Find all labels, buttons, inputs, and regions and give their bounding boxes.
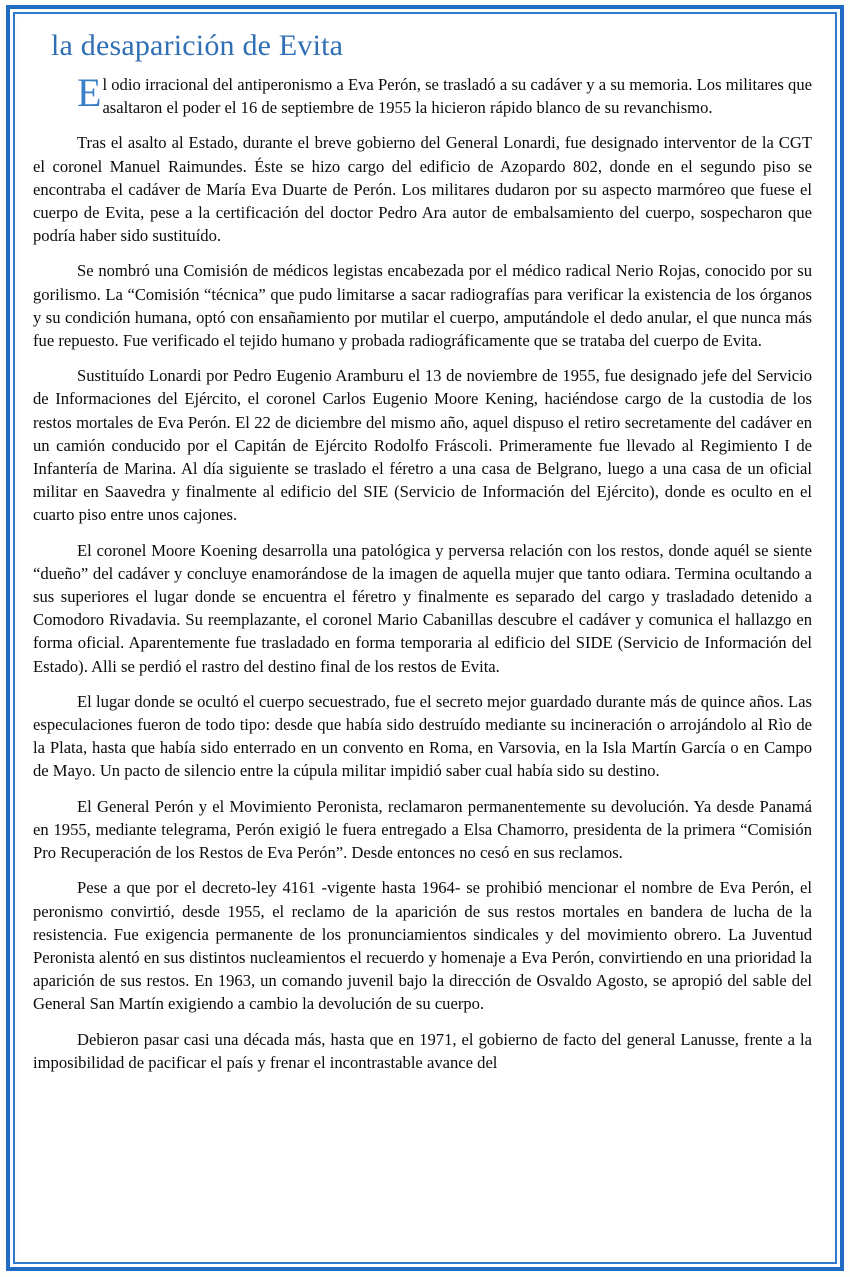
paragraph-4: Sustituído Lonardi por Pedro Eugenio Aramburu el 13 de noviembre de 1955, fue designado jefe del Servicio de Informaciones del Ejército, el coronel Carlos Eugenio Moore Kening, haciéndose cargo de la custodia de los restos mortales de Eva Perón. El 22 de diciembre del mismo año, aquel dispuso el retiro secretamente del cadáver en un camión conducido por el Capitán de Ejército Rodolfo Fráscoli. Primeramente fue llevado al Regimiento I de Infantería de Marina. Al día siguiente se traslado el féretro a una casa de Belgrano, luego a una casa de un oficial militar en Saavedra y finalmente al edificio del SIE (Servicio de Información del Ejército), donde es oculto en el cuarto piso entre unos cajones. — [33, 366, 812, 525]
paragraph-3: Se nombró una Comisión de médicos legistas encabezada por el médico radical Nerio Rojas, conocido por su gorilismo. La “Comisión “técnica” que pudo limitarse a sacar radiografías para verificar la existencia de los órganos y su condición humana, optó con ensañamiento por mutilar el cuerpo, amputándole el dedo anular, el que nunca más fue repuesto. Fue verificado el tejido humano y probada radiográficamente que se trataba del cuerpo de Evita. — [33, 261, 812, 351]
paragraph-9: Debieron pasar casi una década más, hasta que en 1971, el gobierno de facto del general Lanusse, frente a la imposibilidad de pacificar el país y frenar el incontrastable avance del — [33, 1029, 812, 1072]
paragraph-1-text: l odio irracional del antiperonismo a Eva Perón, se trasladó a su cadáver y a su memoria. Los militares que asaltaron el poder el 16 de septiembre de 1955 la hicieron rápido blanco de su revanchismo. — [102, 75, 812, 118]
paragraph-5: El coronel Moore Koening desarrolla una patológica y perversa relación con los restos, donde aquél se siente “dueño” del cadáver y concluye enamorándose de la imagen de aquella mujer que tanto odiara. Termina ocultando a sus superiores el lugar donde se encuentra el féretro y finalmente es separado del cargo y trasladado detenido a Comodoro Rivadavia. Su reemplazante, el coronel Mario Cabanillas descubre el cadáver y comunica el hallazgo en forma oficial. Aparentemente fue trasladado en forma temporaria al edificio del SIDE (Servicio de Información del Estado). Alli se perdió el rastro del destino final de los restos de Evita. — [33, 540, 812, 676]
page-content — [18, 17, 832, 1259]
paragraph-1 — [33, 70, 814, 119]
paragraph-7: El General Perón y el Movimiento Peronista, reclamaron permanentemente su devolución. Ya desde Panamá en 1955, mediante telegrama, Perón exigió le fuera entregado a Elsa Chamorro, presidenta de la primera “Comisión Pro Recuperación de los Restos de Eva Perón”. Desde entonces no cesó en sus reclamos. — [33, 796, 812, 863]
paragraph-2: Tras el asalto al Estado, durante el breve gobierno del General Lonardi, fue designado interventor de la CGT el coronel Manuel Raimundes. Éste se hizo cargo del edificio de Azopardo 802, donde en el segundo piso se encontraba el cadáver de María Eva Duarte de Perón. Los militares dudaron por su aspecto marmóreo que fuese el cuerpo de Evita, pese a la certificación del doctor Pedro Ara autor de embalsamiento del cuerpo, sospecharon que podría haber sido sustituído. — [33, 133, 812, 246]
drop-cap-letter: E — [77, 70, 102, 115]
page-title: la desaparición de Evita — [51, 29, 344, 62]
paragraph-8: Pese a que por el decreto-ley 4161 -vigente hasta 1964- se prohibió mencionar el nombre de Eva Perón, el peronismo convirtió, desde 1955, el reclamo de la aparición de sus restos mortales en bandera de lucha de la resistencia. Fue exigencia permanente de los pronunciamientos sindicales y del movimiento obrero. La Juventud Peronista alentó en sus distintos nucleamientos el recuerdo y homenaje a Eva Perón, convirtiendo en una prioridad la aparición de sus restos. En 1963, un comando juvenil bajo la dirección de Osvaldo Agosto, se apropió del sable del General San Martín exigiendo a cambio la devolución de su cuerpo. — [33, 878, 812, 1014]
paragraph-6: El lugar donde se ocultó el cuerpo secuestrado, fue el secreto mejor guardado durante más de quince años. Las especulaciones fueron de todo tipo: desde que había sido destruído mediante su incineración o arrojándolo al Rìo de la Plata, hasta que había sido enterrado en un convento en Roma, en Varsovia, en la Isla Martín García o en Campo de Mayo. Un pacto de silencio entre la cúpula militar impidió saber cual había sido su destino. — [33, 691, 812, 781]
article-body — [33, 70, 814, 1074]
